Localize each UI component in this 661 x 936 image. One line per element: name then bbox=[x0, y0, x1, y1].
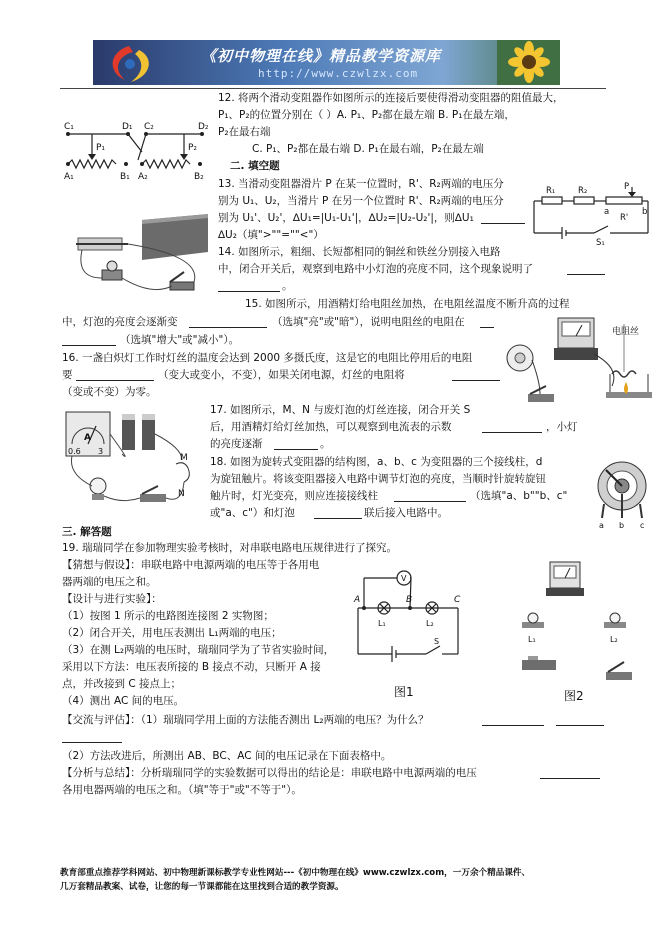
q13-line4: ∆U₂（填">""=""<"） bbox=[218, 229, 324, 241]
fig15-label: 电阻丝 bbox=[612, 327, 640, 337]
q19-hyp1: 【猜想与假设】：串联电路中电源两端的电压等于各用电 bbox=[62, 559, 320, 571]
q16-blank-b[interactable] bbox=[452, 369, 500, 381]
footer-line2: 几万套精品教案、试卷，让您的每一节课都能在这里找到合适的教学资源。 bbox=[60, 882, 344, 892]
q12-line2: P₁、P₂的位置分别在（ ）A. P₁、P₂都在最左端 B. P₁在最左端， bbox=[218, 109, 515, 121]
q18-line2: 为旋钮触片。将该变阻器接入电路中调节灯泡的亮度，当顺时针旋转旋钮 bbox=[210, 473, 546, 485]
q17-line3b: 。 bbox=[320, 438, 331, 450]
fig2-components bbox=[508, 556, 656, 704]
fig13-label-p: P bbox=[624, 182, 630, 192]
q12-line3: P₂在最右端 bbox=[218, 126, 271, 138]
fig1-label-l1: L₁ bbox=[378, 619, 386, 628]
q19-design: 【设计与进行实验】： bbox=[62, 593, 162, 605]
fig17-label-a: A bbox=[84, 433, 91, 443]
q18-line4a: 或"a、c"）和灯泡 bbox=[210, 507, 295, 519]
q19-step3b: 采用以下方法：电压表所接的 B 接点不动，只断开 A 接 bbox=[62, 661, 321, 673]
fig12-rheostats bbox=[62, 120, 212, 182]
fig17-scale-06: 0.6 bbox=[68, 447, 81, 456]
fig1-caption: 图1 bbox=[394, 685, 414, 699]
q15-blank-a[interactable] bbox=[189, 316, 267, 328]
fig12-label-c1: C₁ bbox=[64, 122, 74, 132]
fig13-label-r1: R₁ bbox=[546, 186, 556, 196]
q15-blank-b[interactable] bbox=[62, 334, 116, 346]
q19-step2: （2）闭合开关，用电压表测出 L₁两端的电压； bbox=[62, 627, 282, 639]
q18-line4b: 联后接入电路中。 bbox=[364, 507, 448, 519]
q19-step3a: （3）在测 L₂两端的电压时，瑞瑞同学为了节省实验时间， bbox=[62, 644, 335, 656]
fig12-label-a2: A₂ bbox=[138, 172, 148, 182]
section3-title: 三. 解答题 bbox=[62, 526, 112, 538]
fig2-label-l2: L₂ bbox=[610, 635, 618, 644]
fig2-label-l1: L₁ bbox=[528, 635, 536, 644]
q14-line1: 14. 如图所示，粗细、长短都相同的铜丝和铁丝分别接入电路 bbox=[218, 246, 501, 258]
fig18-rotary-rheostat bbox=[590, 456, 654, 530]
q15-blank-b-start[interactable] bbox=[480, 316, 494, 328]
sunflower-icon bbox=[497, 40, 560, 85]
q15-line2: 中，灯泡的亮度会逐渐变 bbox=[62, 316, 178, 328]
q18-line3b: （选填"a、b""b、c" bbox=[470, 490, 568, 502]
q18-line1: 18. 如图为旋转式变阻器的结构图，a、b、c 为变阻器的三个接线柱，d bbox=[210, 456, 543, 468]
q19-eval-blank-b[interactable] bbox=[556, 714, 604, 726]
q16-blank-a[interactable] bbox=[76, 369, 154, 381]
fig12-label-b2: B₂ bbox=[194, 172, 204, 182]
fig13-label-rprime: R' bbox=[620, 213, 629, 223]
q17-line2: 后，用酒精灯给灯丝加热，可以观察到电流表的示数 bbox=[210, 421, 452, 433]
q17-line1: 17. 如图所示，M、N 与废灯泡的灯丝连接，闭合开关 S bbox=[210, 404, 471, 416]
q13-blank[interactable] bbox=[481, 212, 525, 224]
q16-line1: 16. 一盏白炽灯工作时灯丝的温度会达到 2000 多摄氏度，这是它的电阻比停用后的电阻 bbox=[62, 352, 473, 364]
q14-line2: 中，闭合开关后，观察到电路中小灯泡的亮度不同，这个现象说明了 bbox=[218, 263, 533, 275]
q15-line1: 15. 如图所示，用酒精灯给电阻丝加热，在电阻丝温度不断升高的过程 bbox=[245, 298, 570, 310]
q19-eval2: （2）方法改进后，所测出 AB、BC、AC 间的电压记录在下面表格中。 bbox=[62, 750, 392, 762]
fig1-label-v: V bbox=[401, 574, 407, 583]
q19-eval-blank-a[interactable] bbox=[482, 714, 544, 726]
fig1-label-b: B bbox=[406, 595, 413, 605]
header-banner bbox=[93, 40, 560, 85]
fig13-label-b: b bbox=[642, 207, 648, 217]
section2-title: 二. 填空题 bbox=[230, 160, 280, 172]
q13-line3: 别为 U₁'、U₂'，∆U₁=|U₁-U₁'|，∆U₂=|U₂-U₂'|，则∆U₁ bbox=[218, 212, 474, 224]
q16-line3: （变或不变）为零。 bbox=[62, 386, 157, 398]
q19-eval-blank-c[interactable] bbox=[62, 731, 122, 743]
fig1-label-s: S bbox=[434, 637, 440, 646]
fig18-label-b: b bbox=[619, 521, 625, 530]
q15-line3: （选填"增大"或"减小"）。 bbox=[120, 334, 240, 346]
q19-step1: （1）按图 1 所示的电路图连接图 2 实物图； bbox=[62, 610, 274, 622]
banner-title: 《初中物理在线》精品教学资源库 bbox=[201, 47, 442, 65]
fig15-apparatus bbox=[500, 314, 660, 408]
banner-url[interactable]: http://www.czwlzx.com bbox=[258, 67, 419, 80]
fig12-label-b1: B₁ bbox=[120, 172, 130, 182]
q19-analysis2: 各用电器两端的电压之和。（填"等于"或"不等于"）。 bbox=[62, 784, 302, 796]
fig12-label-c2: C₂ bbox=[144, 122, 154, 132]
q17-blank-a[interactable] bbox=[482, 421, 542, 433]
q19-analysis-blank[interactable] bbox=[540, 767, 600, 779]
fig2-caption: 图2 bbox=[564, 689, 584, 703]
fig1-label-c: C bbox=[454, 595, 461, 605]
fig13-label-s1: S₁ bbox=[596, 238, 605, 247]
q19-eval1: 【交流与评估】：（1）瑞瑞同学用上面的方法能否测出 L₂两端的电压？为什么？ bbox=[62, 714, 429, 726]
fig12-label-p1: P₁ bbox=[96, 143, 106, 153]
q17-line2b: ，小灯 bbox=[546, 421, 578, 433]
header-rule bbox=[60, 88, 606, 89]
q19-intro: 19. 瑞瑞同学在参加物理实验考核时，对串联电路电压规律进行了探究。 bbox=[62, 542, 398, 554]
q17-line3: 的亮度逐渐 bbox=[210, 438, 263, 450]
fig12-label-p2: P₂ bbox=[188, 143, 198, 153]
q17-blank-b[interactable] bbox=[274, 438, 318, 450]
q19-step3c: 点，并改接到 C 接点上； bbox=[62, 678, 182, 690]
fig17-label-n: N bbox=[178, 489, 185, 499]
fig17-label-m: M bbox=[180, 453, 188, 463]
q19-analysis1: 【分析与总结】：分析瑞瑞同学的实验数据可以得出的结论是：串联电路中电源两端的电压 bbox=[62, 767, 477, 779]
fig17-apparatus bbox=[62, 404, 208, 512]
q12-line1: 12. 将两个滑动变阻器作如图所示的连接后要使得滑动变阻器的阻值最大， bbox=[218, 92, 564, 104]
fig1-label-l2: L₂ bbox=[426, 619, 434, 628]
q16-line2b: （变大或变小，不变），如果关闭电源，灯丝的电阻将 bbox=[158, 369, 405, 381]
q19-step4: （4）测出 AC 间的电压。 bbox=[62, 695, 185, 707]
q12-line4: C. P₁、P₂都在最右端 D. P₁在最右端，P₂在最左端 bbox=[252, 143, 484, 155]
q14-line3: 。 bbox=[282, 280, 293, 292]
q19-hyp2: 器两端的电压之和。 bbox=[62, 576, 157, 588]
q14-blank-a[interactable] bbox=[567, 263, 605, 275]
fig18-label-a: a bbox=[599, 521, 604, 530]
footer-line1: 教育部重点推荐学科网站、初中物理新课标教学专业性网站---《初中物理在线》www.czwlzx.com，一万余个精品课件、 bbox=[60, 868, 531, 878]
q16-line2a: 要 bbox=[62, 369, 73, 381]
fig12-label-d1: D₁ bbox=[122, 122, 133, 132]
q18-line3a: 触片时，灯光变亮，则应连接接线柱 bbox=[210, 490, 378, 502]
q13-line1: 13. 当滑动变阻器滑片 P 在某一位置时，R'、R₂两端的电压分 bbox=[218, 178, 504, 190]
fig1-label-a: A bbox=[354, 595, 361, 605]
fig13-label-a: a bbox=[604, 207, 610, 217]
fig17-scale-3: 3 bbox=[98, 447, 104, 456]
fig13-label-r2: R₂ bbox=[578, 186, 588, 196]
q18-blank-b[interactable] bbox=[314, 507, 362, 519]
fig14-apparatus bbox=[62, 208, 212, 298]
fig18-label-c: c bbox=[640, 521, 645, 530]
fig1-circuit-diagram bbox=[350, 560, 474, 702]
q18-blank-a[interactable] bbox=[394, 490, 466, 502]
q15-line2b: （选填"亮"或"暗"），说明电阻丝的电阻在 bbox=[272, 316, 465, 328]
fig12-label-a1: A₁ bbox=[64, 172, 74, 182]
q14-blank-b[interactable] bbox=[218, 280, 280, 292]
fig13-circuit bbox=[528, 181, 654, 247]
q13-line2: 别为 U₁、U₂，当滑片 P 在另一个位置时 R'、R₂两端的电压分 bbox=[218, 195, 504, 207]
logo-icon bbox=[99, 42, 159, 84]
fig12-label-d2: D₂ bbox=[198, 122, 209, 132]
